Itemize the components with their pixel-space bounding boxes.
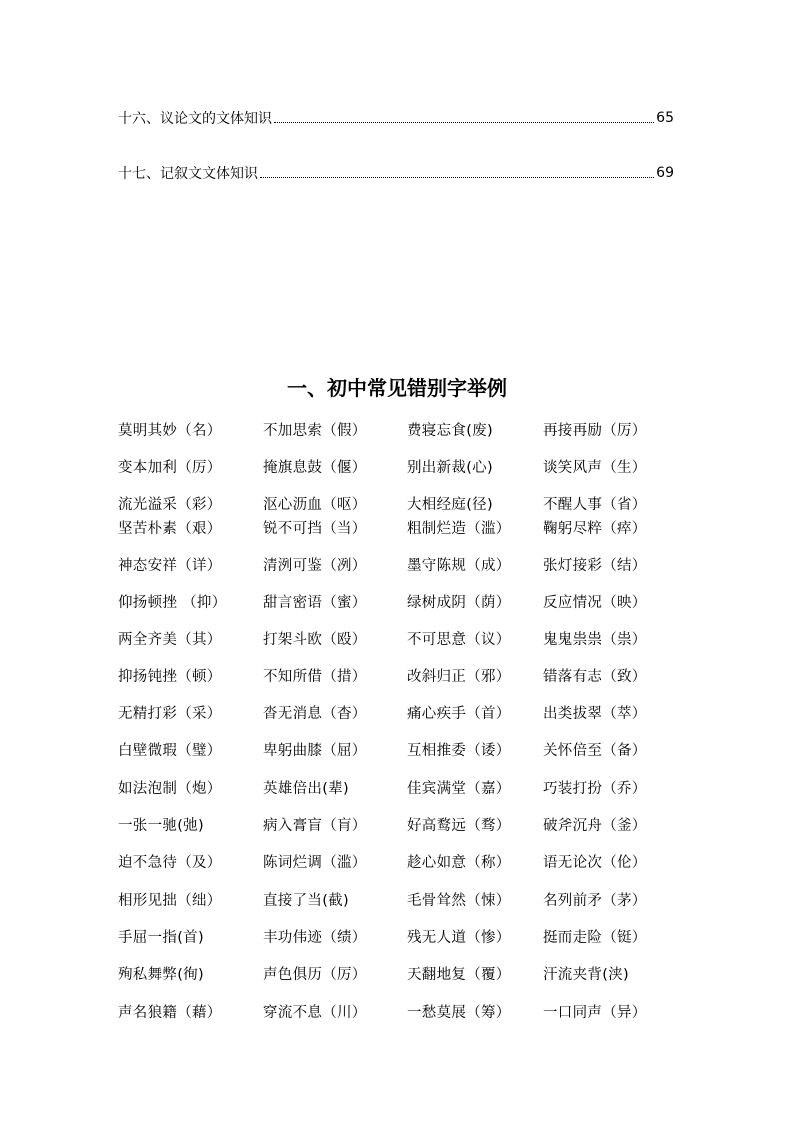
table-row xyxy=(118,851,678,873)
table-row xyxy=(118,739,678,761)
table-cell: 不醒人事（省） xyxy=(543,497,647,513)
table-cell: 张灯接彩（结） xyxy=(543,558,647,574)
table-cell: 好高鹜远（骛） xyxy=(407,818,511,834)
table-cell: 手屈一指(首) xyxy=(118,930,204,946)
table-cell: 流光溢采（彩） xyxy=(118,497,222,513)
table-cell: 打架斗欧（殴） xyxy=(263,632,367,648)
table-cell: 声色俱历（厉） xyxy=(263,967,367,983)
table-row xyxy=(118,665,678,687)
table-cell: 再接再励（厉） xyxy=(543,423,647,439)
table-cell: 别出新裁(心) xyxy=(407,460,493,476)
table-cell: 锐不可挡（当） xyxy=(263,521,367,537)
table-cell: 无精打彩（采） xyxy=(118,706,222,722)
table-cell: 沤心沥血（呕） xyxy=(263,497,367,513)
table-cell: 神态安祥（详） xyxy=(118,558,222,574)
table-cell: 声名狼籍（藉） xyxy=(118,1005,222,1021)
toc-leader-dots xyxy=(260,177,654,178)
table-cell: 一愁莫展（筹） xyxy=(407,1005,511,1021)
section-title: 一、初中常见错别字举例 xyxy=(287,376,507,400)
table-cell: 谈笑风声（生） xyxy=(543,460,647,476)
table-cell: 如法泡制（炮） xyxy=(118,781,222,797)
table-cell: 迫不急待（及） xyxy=(118,855,222,871)
toc-entry-page: 65 xyxy=(656,110,674,126)
table-row xyxy=(118,591,678,613)
table-cell: 掩旗息鼓（偃） xyxy=(263,460,367,476)
table-cell: 绿树成阴（荫） xyxy=(407,595,511,611)
table-cell: 出类拔翠（萃） xyxy=(543,706,647,722)
table-cell: 抑扬钝挫（顿） xyxy=(118,669,222,685)
table-row xyxy=(118,777,678,799)
table-cell: 沓无消息（杳） xyxy=(263,706,367,722)
table-cell: 不知所借（措） xyxy=(263,669,367,685)
table-cell: 语无论次（伦） xyxy=(543,855,647,871)
table-cell: 鞠躬尽粹（瘁） xyxy=(543,521,647,537)
table-row xyxy=(118,889,678,911)
table-cell: 殉私舞弊(徇) xyxy=(118,967,204,983)
table-cell: 墨守陈规（成） xyxy=(407,558,511,574)
table-cell: 陈词烂调（滥） xyxy=(263,855,367,871)
table-cell: 一口同声（异） xyxy=(543,1005,647,1021)
table-cell: 名列前矛（茅） xyxy=(543,893,647,909)
table-row xyxy=(118,926,678,948)
table-cell: 不可思意（议） xyxy=(407,632,511,648)
table-cell: 白壁微瑕（璧） xyxy=(118,743,222,759)
table-row xyxy=(118,517,678,539)
table-cell: 穿流不息（川） xyxy=(263,1005,367,1021)
toc-entry[interactable] xyxy=(118,106,674,130)
table-cell: 仰扬顿挫 （抑） xyxy=(118,595,227,611)
table-cell: 佳宾满堂（嘉） xyxy=(407,781,511,797)
table-cell: 关怀倍至（备） xyxy=(543,743,647,759)
toc-entry-page: 69 xyxy=(656,165,674,181)
table-cell: 莫明其妙（名） xyxy=(118,423,222,439)
table-cell: 直接了当(截) xyxy=(263,893,349,909)
table-cell: 痛心疾手（首） xyxy=(407,706,511,722)
table-cell: 毛骨耸然（悚） xyxy=(407,893,511,909)
toc-entry-title: 十六、议论文的文体知识 xyxy=(118,111,272,127)
table-row xyxy=(118,963,678,985)
table-cell: 清洌可鉴（冽） xyxy=(263,558,367,574)
table-row xyxy=(118,493,678,515)
table-cell: 大相经庭(径) xyxy=(407,497,493,513)
table-cell: 反应情况（映） xyxy=(543,595,647,611)
table-cell: 不加思索（假） xyxy=(263,423,367,439)
table-cell: 一张一驰(弛) xyxy=(118,818,204,834)
table-cell: 互相推委（诿） xyxy=(407,743,511,759)
table-cell: 错落有志（致） xyxy=(543,669,647,685)
table-cell: 病入膏盲（肓） xyxy=(263,818,367,834)
table-cell: 坚苦朴素（艰） xyxy=(118,521,222,537)
table-row xyxy=(118,456,678,478)
table-cell: 费寝忘食(废) xyxy=(407,423,493,439)
toc-entry[interactable] xyxy=(118,161,674,185)
table-cell: 变本加利（厉） xyxy=(118,460,222,476)
table-row xyxy=(118,702,678,724)
table-cell: 巧装打扮（乔） xyxy=(543,781,647,797)
table-cell: 趁心如意（称） xyxy=(407,855,511,871)
table-cell: 丰功伟迹（绩） xyxy=(263,930,367,946)
table-cell: 甜言密语（蜜） xyxy=(263,595,367,611)
table-cell: 两全齐美（其） xyxy=(118,632,222,648)
table-cell: 卑躬曲膝（屈） xyxy=(263,743,367,759)
table-cell: 残无人道（惨） xyxy=(407,930,511,946)
table-row xyxy=(118,554,678,576)
table-row xyxy=(118,628,678,650)
table-cell: 天翻地复（覆） xyxy=(407,967,511,983)
table-cell: 鬼鬼祟祟（祟） xyxy=(543,632,647,648)
table-cell: 汗流夹背(浃) xyxy=(543,967,629,983)
table-cell: 英雄倍出(辈) xyxy=(263,781,349,797)
table-cell: 破斧沉舟（釜） xyxy=(543,818,647,834)
table-row xyxy=(118,1001,678,1023)
toc-entry-title: 十七、记叙文文体知识 xyxy=(118,166,258,182)
table-row xyxy=(118,419,678,441)
table-cell: 改斜归正（邪） xyxy=(407,669,511,685)
table-cell: 粗制烂造（滥） xyxy=(407,521,511,537)
table-row xyxy=(118,814,678,836)
table-cell: 相形见拙（绌） xyxy=(118,893,222,909)
table-cell: 挺而走险（铤） xyxy=(543,930,647,946)
toc-leader-dots xyxy=(274,122,654,123)
